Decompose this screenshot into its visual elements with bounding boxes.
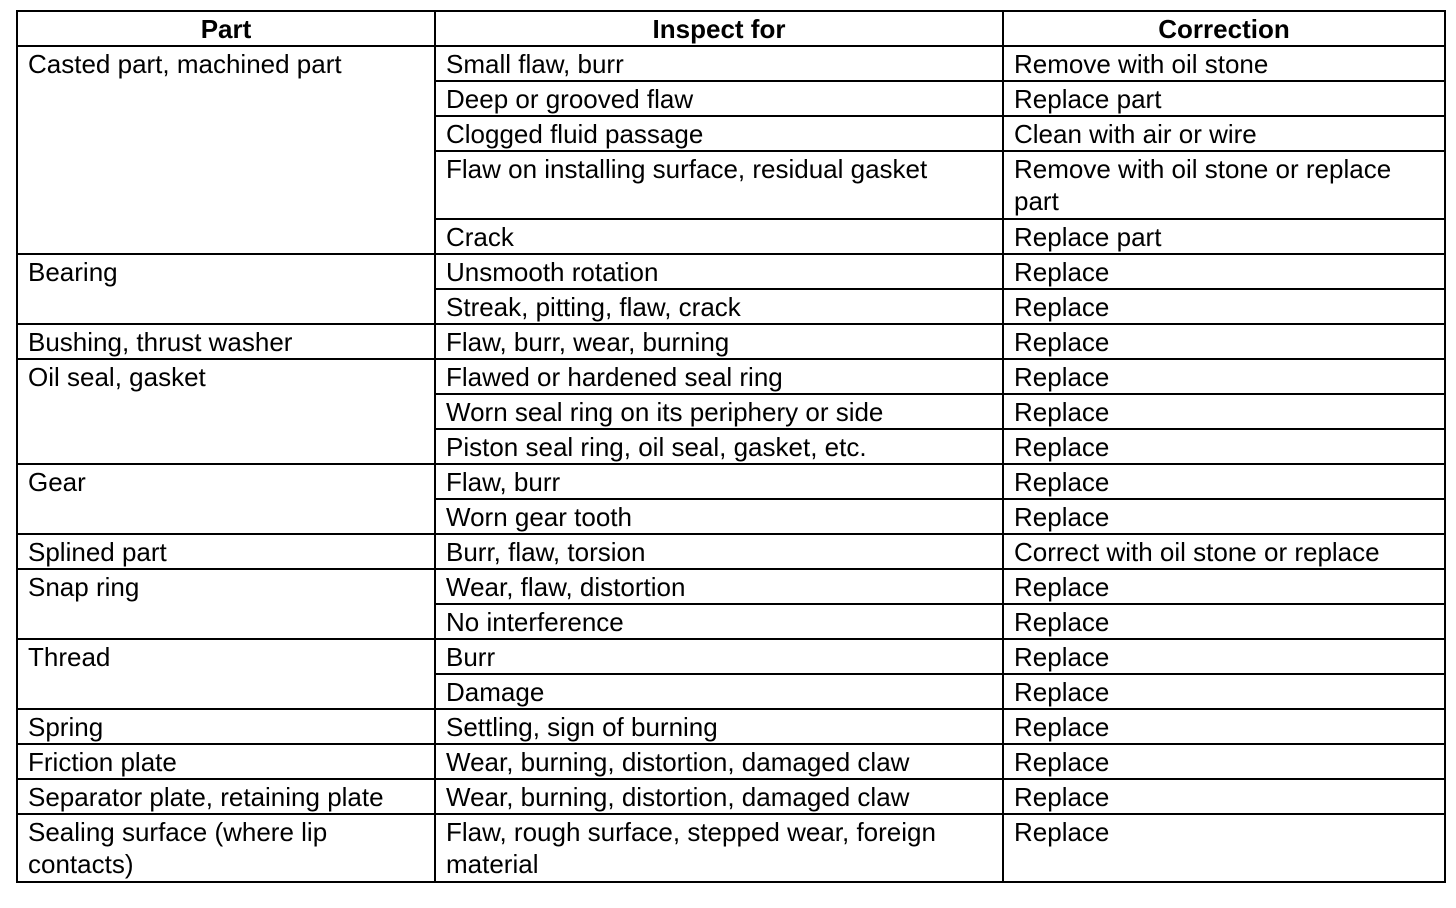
correction-cell: Replace xyxy=(1003,674,1445,709)
table-row xyxy=(17,46,1445,81)
correction-cell: Replace xyxy=(1003,744,1445,779)
inspect-for-cell: No interference xyxy=(435,604,1003,639)
inspect-for-cell: Wear, flaw, distortion xyxy=(435,569,1003,604)
correction-cell: Replace xyxy=(1003,254,1445,289)
correction-cell: Correct with oil stone or replace xyxy=(1003,534,1445,569)
correction-cell: Replace xyxy=(1003,289,1445,324)
correction-cell: Replace part xyxy=(1003,219,1445,254)
correction-cell: Replace xyxy=(1003,359,1445,394)
table-body xyxy=(17,46,1445,882)
correction-cell: Replace xyxy=(1003,429,1445,464)
part-cell: Spring xyxy=(17,709,435,744)
table-row xyxy=(17,709,1445,744)
part-cell: Friction plate xyxy=(17,744,435,779)
correction-cell: Replace xyxy=(1003,394,1445,429)
header-inspect-for: Inspect for xyxy=(435,11,1003,46)
inspect-for-cell: Flaw, burr, wear, burning xyxy=(435,324,1003,359)
inspect-for-cell: Wear, burning, distortion, damaged claw xyxy=(435,744,1003,779)
part-cell: Splined part xyxy=(17,534,435,569)
part-cell: Thread xyxy=(17,639,435,709)
correction-cell: Replace part xyxy=(1003,81,1445,116)
table-row xyxy=(17,744,1445,779)
part-cell: Oil seal, gasket xyxy=(17,359,435,464)
table-row xyxy=(17,464,1445,499)
inspect-for-cell: Wear, burning, distortion, damaged claw xyxy=(435,779,1003,814)
inspect-for-cell: Burr, flaw, torsion xyxy=(435,534,1003,569)
table-row xyxy=(17,359,1445,394)
correction-cell: Replace xyxy=(1003,604,1445,639)
inspect-for-cell: Streak, pitting, flaw, crack xyxy=(435,289,1003,324)
inspect-for-cell: Crack xyxy=(435,219,1003,254)
part-cell: Separator plate, retaining plate xyxy=(17,779,435,814)
inspection-sheet xyxy=(16,10,1446,883)
inspect-for-cell: Deep or grooved flaw xyxy=(435,81,1003,116)
correction-cell: Remove with oil stone xyxy=(1003,46,1445,81)
table-row xyxy=(17,324,1445,359)
inspect-for-cell: Unsmooth rotation xyxy=(435,254,1003,289)
inspect-for-cell: Clogged fluid passage xyxy=(435,116,1003,151)
table-row xyxy=(17,534,1445,569)
part-cell: Bushing, thrust washer xyxy=(17,324,435,359)
inspect-for-cell: Flaw, rough surface, stepped wear, foreign material xyxy=(435,814,1003,882)
inspect-for-cell: Flawed or hardened seal ring xyxy=(435,359,1003,394)
inspect-for-cell: Piston seal ring, oil seal, gasket, etc. xyxy=(435,429,1003,464)
correction-cell: Replace xyxy=(1003,324,1445,359)
part-cell: Gear xyxy=(17,464,435,534)
inspect-for-cell: Flaw, burr xyxy=(435,464,1003,499)
part-cell: Sealing surface (where lip contacts) xyxy=(17,814,435,882)
inspect-for-cell: Small flaw, burr xyxy=(435,46,1003,81)
table-row xyxy=(17,254,1445,289)
header-part: Part xyxy=(17,11,435,46)
part-cell: Snap ring xyxy=(17,569,435,639)
correction-cell: Clean with air or wire xyxy=(1003,116,1445,151)
inspect-for-cell: Settling, sign of burning xyxy=(435,709,1003,744)
correction-cell: Replace xyxy=(1003,709,1445,744)
inspect-for-cell: Burr xyxy=(435,639,1003,674)
correction-cell: Replace xyxy=(1003,814,1445,882)
inspection-table xyxy=(16,10,1446,883)
inspect-for-cell: Worn seal ring on its periphery or side xyxy=(435,394,1003,429)
table-row xyxy=(17,569,1445,604)
part-cell: Casted part, machined part xyxy=(17,46,435,254)
correction-cell: Replace xyxy=(1003,639,1445,674)
part-cell: Bearing xyxy=(17,254,435,324)
header-correction: Correction xyxy=(1003,11,1445,46)
correction-cell: Replace xyxy=(1003,464,1445,499)
table-row xyxy=(17,814,1445,882)
correction-cell: Replace xyxy=(1003,779,1445,814)
inspect-for-cell: Worn gear tooth xyxy=(435,499,1003,534)
header-row xyxy=(17,11,1445,46)
table-row xyxy=(17,779,1445,814)
correction-cell: Replace xyxy=(1003,499,1445,534)
table-row xyxy=(17,639,1445,674)
inspect-for-cell: Damage xyxy=(435,674,1003,709)
correction-cell: Remove with oil stone or replace part xyxy=(1003,151,1445,219)
correction-cell: Replace xyxy=(1003,569,1445,604)
inspect-for-cell: Flaw on installing surface, residual gasket xyxy=(435,151,1003,219)
